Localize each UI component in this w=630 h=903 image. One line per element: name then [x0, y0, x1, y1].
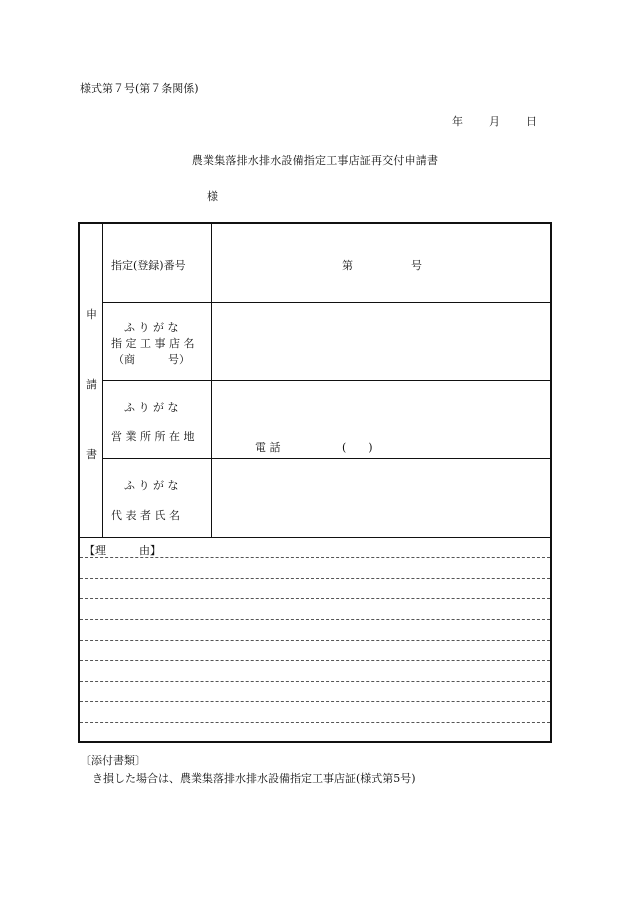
phone-label: 電 話	[255, 441, 281, 454]
attachments-title: 〔添付書類〕	[80, 754, 146, 767]
address-furigana-label: ふ り が な	[124, 401, 179, 414]
registration-number-label: 指定(登録)番号	[111, 259, 186, 272]
addressee: 様	[207, 190, 218, 203]
reason-line	[80, 640, 550, 641]
reason-line	[80, 619, 550, 620]
reason-label: 【理 由】	[84, 544, 161, 557]
representative-name-label: 代 表 者 氏 名	[111, 509, 180, 522]
reason-line	[80, 681, 550, 682]
attachments-text: き損した場合は、農業集落排水排水設備指定工事店証(様式第5号)	[92, 772, 416, 785]
reason-line	[80, 598, 550, 599]
date-day: 日	[526, 115, 537, 128]
row-divider	[102, 380, 550, 381]
row-divider	[102, 302, 550, 303]
document-title: 農業集落排水排水設備指定工事店証再交付申請書	[191, 154, 439, 167]
office-address-label: 営 業 所 所 在 地	[111, 430, 195, 443]
reason-line	[80, 722, 550, 723]
row-divider	[102, 458, 550, 459]
section-divider	[80, 537, 550, 538]
shop-name-furigana-label: ふ り が な	[124, 321, 179, 334]
shop-name-label: 指 定 工 事 店 名	[111, 337, 195, 350]
date-line	[452, 113, 537, 129]
reason-line	[80, 557, 550, 558]
reason-line	[80, 701, 550, 702]
reason-line	[80, 578, 550, 579]
reason-line	[80, 660, 550, 661]
phone-parentheses: ( )	[342, 441, 373, 454]
date-month: 月	[489, 115, 500, 128]
applicant-label-char: 書	[86, 448, 97, 461]
registration-suffix: 号	[411, 259, 422, 272]
registration-prefix: 第	[342, 259, 353, 272]
form-number: 様式第７号(第７条関係)	[80, 82, 199, 95]
applicant-label-char: 申	[86, 308, 97, 321]
applicant-label-char: 請	[86, 378, 97, 391]
trade-name-label: （商 号）	[113, 353, 190, 366]
application-table	[78, 222, 552, 743]
representative-furigana-label: ふ り が な	[124, 479, 179, 492]
date-year: 年	[452, 115, 463, 128]
